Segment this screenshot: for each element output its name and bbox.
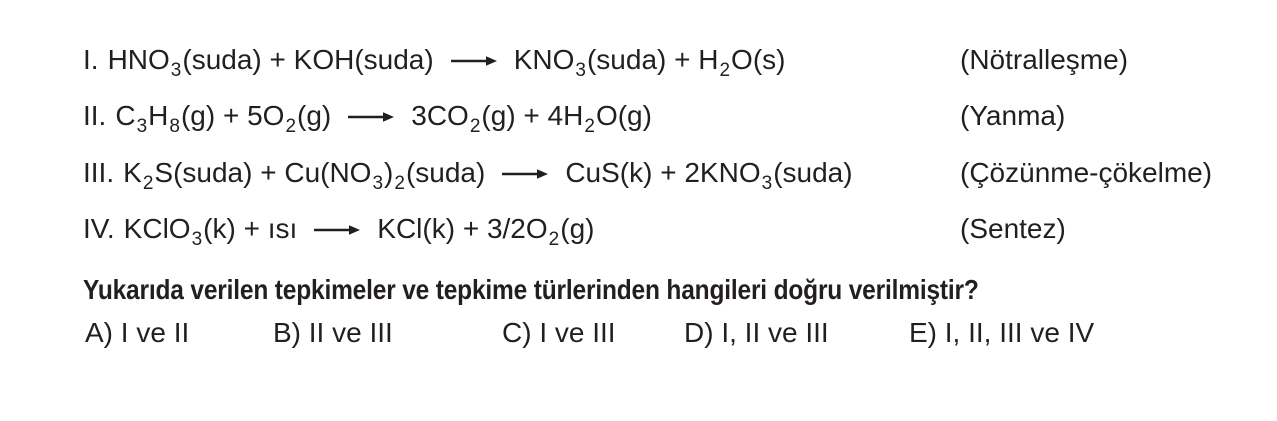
reaction-products — [513, 44, 786, 82]
options-row — [0, 318, 1277, 352]
reaction-type-label: (Yanma) — [960, 100, 1066, 132]
reaction-reactants — [107, 44, 434, 82]
option-a: A) I ve II — [85, 317, 190, 348]
question-prompt: Yukarıda verilen tepkimeler ve tepkime türlerinden hangileri doğru verilmiştir? — [83, 274, 979, 305]
reaction-products — [377, 213, 595, 251]
formula-subscript: 3 — [170, 60, 182, 82]
formula-subscript: 2 — [469, 116, 481, 138]
formula-text: ) — [384, 156, 394, 188]
right-arrow-icon — [451, 55, 497, 67]
right-arrow-icon — [502, 168, 548, 180]
formula-text: KNO — [513, 44, 575, 76]
formula-text: (g) + 4H — [481, 100, 584, 132]
formula-subscript: 2 — [719, 60, 731, 82]
formula-text: S(suda) + Cu(NO — [154, 156, 372, 188]
formula-subscript: 3 — [575, 60, 586, 82]
reaction-row — [0, 88, 1277, 144]
reaction-list — [0, 32, 1277, 257]
formula-text: (g) + 5O — [180, 100, 285, 132]
option-c: C) I ve III — [502, 317, 616, 348]
formula-subscript: 3 — [136, 116, 148, 138]
reaction-row — [0, 32, 1277, 88]
reaction-row — [0, 145, 1277, 201]
formula-subscript: 2 — [285, 116, 297, 138]
reaction-numeral: III. — [83, 156, 115, 188]
right-arrow-icon — [314, 224, 360, 236]
reaction-numeral: IV. — [83, 213, 115, 245]
formula-subscript: 2 — [142, 172, 154, 194]
formula-text: C — [115, 100, 136, 132]
reaction-products — [411, 100, 652, 138]
reaction-numeral: II. — [83, 100, 107, 132]
formula-text: 3CO — [411, 100, 469, 132]
formula-text: (suda) — [773, 156, 853, 188]
formula-text: HNO — [107, 44, 170, 76]
reaction-arrow — [348, 111, 394, 123]
reaction-arrow — [451, 55, 497, 67]
reaction-reactants — [123, 156, 486, 194]
option-b: B) II ve III — [273, 317, 393, 348]
reaction-type-label: (Nötralleşme) — [960, 44, 1129, 76]
formula-subscript: 3 — [761, 172, 773, 194]
reaction-reactants — [115, 100, 332, 138]
formula-text: H — [148, 100, 169, 132]
formula-text: O(s) — [731, 44, 786, 76]
reaction-row — [0, 201, 1277, 257]
formula-text: (g) — [560, 213, 595, 245]
formula-text: (g) — [297, 100, 332, 132]
formula-text: (suda) — [405, 156, 486, 188]
formula-text: CuS(k) + 2KNO — [565, 156, 761, 188]
right-arrow-icon — [348, 111, 394, 123]
formula-subscript: 2 — [548, 229, 560, 251]
option-e: E) I, II, III ve IV — [909, 317, 1095, 348]
formula-text: (suda) + H — [586, 44, 719, 76]
reaction-type-label: (Çözünme-çökelme) — [960, 156, 1213, 188]
reaction-type-label: (Sentez) — [960, 213, 1066, 245]
formula-text: (k) + ısı — [203, 213, 298, 245]
reaction-arrow — [314, 224, 360, 236]
formula-text: K — [123, 156, 142, 188]
reaction-products — [565, 156, 853, 194]
formula-text: KCl(k) + 3/2O — [377, 213, 548, 245]
formula-text: KClO — [123, 213, 191, 245]
formula-subscript: 3 — [191, 229, 203, 251]
formula-subscript: 8 — [169, 116, 180, 138]
formula-text: O(g) — [595, 100, 652, 132]
reaction-reactants — [123, 213, 298, 251]
formula-subscript: 2 — [584, 116, 595, 138]
option-d: D) I, II ve III — [684, 317, 829, 348]
reaction-arrow — [502, 168, 548, 180]
reaction-numeral: I. — [83, 44, 99, 76]
formula-text: (suda) + KOH(suda) — [182, 44, 434, 76]
formula-subscript: 3 — [372, 172, 384, 194]
formula-subscript: 2 — [394, 172, 405, 194]
